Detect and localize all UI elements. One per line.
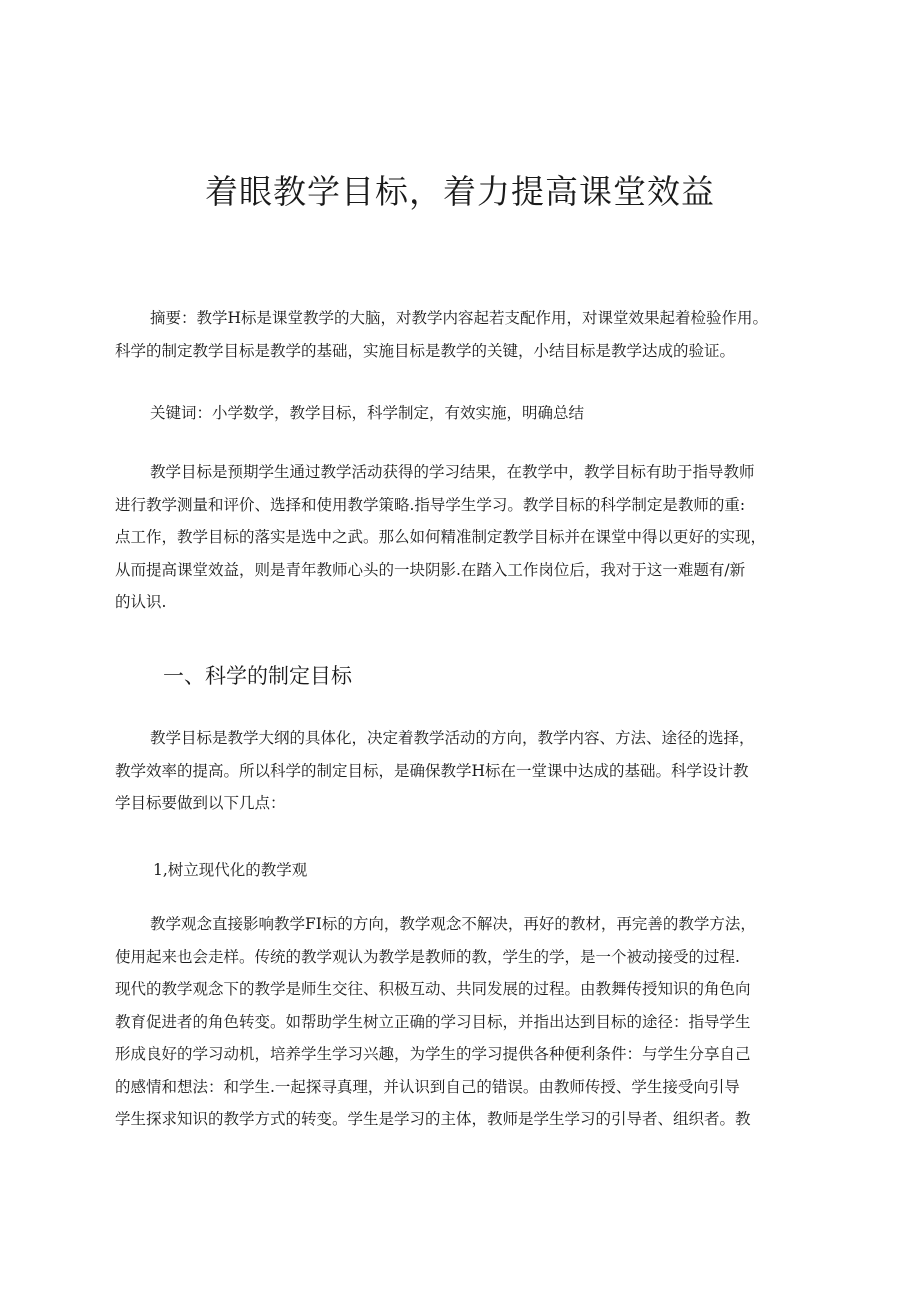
intro-line: 进行教学测量和评价、选择和使用教学策略.指导学生学习。教学目标的科学制定是教师的重: — [115, 495, 746, 514]
intro-line: 教学目标是预期学生通过教学活动获得的学习结果，在教学中，教学目标有助于指导教师 — [150, 463, 755, 481]
sub1-line: 的感情和想法：和学生.一起探寻真理，并认识到自己的错误。由教师传授、学生接受向引导 — [115, 1077, 740, 1096]
section-heading: 一、科学的制定目标 — [163, 664, 352, 688]
section1-line: 学目标要做到以下几点： — [115, 794, 286, 812]
section1-paragraph — [115, 722, 815, 820]
sub1-line: 形成良好的学习动机，培养学生学习兴趣，为学生的学习提供各种便利条件：与学生分享自己 — [115, 1045, 751, 1063]
sub1-line: 教学观念直接影响教学FI标的方向，教学观念不解决，再好的教材，再完善的教学方法， — [150, 915, 756, 933]
abstract-paragraph — [115, 302, 815, 367]
abstract-line: 摘要：教学H标是课堂教学的大脑，对教学内容起若支配作用，对课堂效果起着检验作用。 — [150, 309, 769, 327]
abstract-line: 科学的制定教学目标是教学的基础，实施目标是教学的关键，小结目标是教学达成的验证。 — [115, 341, 736, 360]
sub1-line: 学生探求知识的教学方式的转变。学生是学习的主体，教师是学生学习的引导者、组织者。教 — [115, 1110, 751, 1128]
intro-line: 点工作，教学目标的落实是选中之武。那么如何精准制定教学目标并在课堂中得以更好的实现， — [115, 528, 767, 546]
sub1-line: 现代的教学观念下的教学是师生交往、积极互动、共同发展的过程。由教舞传授知识的角色向 — [115, 980, 751, 998]
section1-line: 教学目标是教学大纲的具体化，决定着教学活动的方向，教学内容、方法、途径的选择， — [150, 729, 755, 747]
intro-line: 从而提高课堂效益，则是青年教师心头的一块阴影.在踏入工作岗位后，我对于这一难题有/新 — [115, 560, 746, 579]
sub1-paragraph — [115, 908, 815, 1136]
subheading: 1,树立现代化的教学观 — [153, 861, 308, 879]
intro-line: 的认识. — [115, 593, 167, 611]
section1-line: 教学效率的提高。所以科学的制定目标，是确保教学H标在一堂课中达成的基础。科学设计教 — [115, 761, 749, 780]
keywords-text: 关键词：小学数学，教学目标，科学制定，有效实施，明确总结 — [150, 404, 585, 422]
intro-paragraph — [115, 456, 815, 619]
sub1-line: 教育促进者的角色转变。如帮助学生树立正确的学习目标，并指出达到目标的途径：指导学生 — [115, 1012, 751, 1031]
document-title: 着眼教学目标，着力提高课堂效益 — [205, 172, 715, 211]
sub1-line: 使用起来也会走样。传统的教学观认为教学是教师的教，学生的学，是一个被动接受的过程. — [115, 947, 740, 966]
keywords-line — [115, 397, 850, 430]
